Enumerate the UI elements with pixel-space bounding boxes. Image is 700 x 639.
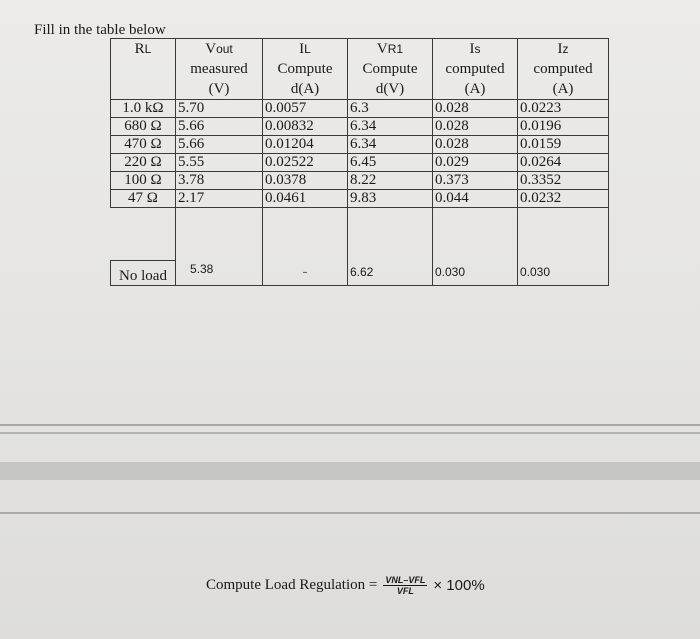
table-spacer-row (111, 208, 609, 261)
cell-rl: 220 Ω (111, 154, 176, 172)
header-il: IL Compute d(A) (263, 39, 348, 100)
cell-rl: 680 Ω (111, 118, 176, 136)
cell-il[interactable]: 0.00832 (263, 118, 348, 136)
table-row (111, 172, 609, 190)
cell-vr1[interactable]: 6.3 (348, 100, 433, 118)
table-row (111, 136, 609, 154)
separator-band (0, 462, 700, 480)
cell-is[interactable]: 0.030 (433, 261, 518, 286)
cell-vr1[interactable]: 6.45 (348, 154, 433, 172)
cell-vr1[interactable]: 6.62 (348, 261, 433, 286)
cell-rl: 47 Ω (111, 190, 176, 208)
cell-vr1[interactable]: 8.22 (348, 172, 433, 190)
cell-vout[interactable]: 5.55 (176, 154, 263, 172)
cell-vout[interactable]: 5.70 (176, 100, 263, 118)
header-is: Is computed (A) (433, 39, 518, 100)
cell-vout[interactable]: 5.66 (176, 118, 263, 136)
table-row-noload (111, 261, 609, 286)
cell-iz[interactable]: 0.0264 (518, 154, 609, 172)
load-regulation-formula (206, 575, 485, 596)
cell-iz[interactable]: 0.030 (518, 261, 609, 286)
cell-is[interactable]: 0.028 (433, 118, 518, 136)
separator-line (0, 512, 700, 514)
cell-rl: 470 Ω (111, 136, 176, 154)
table-header-row (111, 39, 609, 100)
cell-vr1[interactable]: 9.83 (348, 190, 433, 208)
cell-vout[interactable]: 2.17 (176, 190, 263, 208)
cell-rl: No load (111, 261, 176, 286)
header-vr1: VR1 Compute d(V) (348, 39, 433, 100)
cell-is[interactable]: 0.028 (433, 136, 518, 154)
cell-vout[interactable]: 5.38 (176, 261, 263, 286)
formula-numerator: VNL–VFL (385, 575, 426, 585)
cell-il[interactable]: 0.0461 (263, 190, 348, 208)
separator-line (0, 424, 700, 426)
table-row (111, 118, 609, 136)
cell-is[interactable]: 0.373 (433, 172, 518, 190)
cell-vr1[interactable]: 6.34 (348, 118, 433, 136)
cell-il[interactable]: 0.0378 (263, 172, 348, 190)
cell-vout[interactable]: 3.78 (176, 172, 263, 190)
cell-rl: 100 Ω (111, 172, 176, 190)
cell-rl: 1.0 kΩ (111, 100, 176, 118)
cell-il[interactable]: 0.0057 (263, 100, 348, 118)
formula-suffix: × 100% (433, 577, 485, 594)
table-row (111, 100, 609, 118)
cell-vout[interactable]: 5.66 (176, 136, 263, 154)
header-rl: RL (111, 39, 176, 100)
cell-iz[interactable]: 0.3352 (518, 172, 609, 190)
data-table (110, 38, 609, 286)
header-iz: Iz computed (A) (518, 39, 609, 100)
cell-il[interactable]: 0.01204 (263, 136, 348, 154)
cell-iz[interactable]: 0.0159 (518, 136, 609, 154)
cell-is[interactable]: 0.028 (433, 100, 518, 118)
cell-iz[interactable]: 0.0232 (518, 190, 609, 208)
separator-line (0, 432, 700, 434)
formula-label: Compute Load Regulation = (206, 577, 378, 593)
cell-iz[interactable]: 0.0196 (518, 118, 609, 136)
formula-denominator: VFL (396, 586, 414, 596)
table-row (111, 190, 609, 208)
cell-il[interactable]: 0.02522 (263, 154, 348, 172)
cell-is[interactable]: 0.044 (433, 190, 518, 208)
header-vout: Vout measured (V) (176, 39, 263, 100)
cell-is[interactable]: 0.029 (433, 154, 518, 172)
formula-fraction (383, 575, 427, 596)
instruction-text: Fill in the table below (34, 22, 166, 38)
cell-vr1[interactable]: 6.34 (348, 136, 433, 154)
cell-iz[interactable]: 0.0223 (518, 100, 609, 118)
cell-il[interactable]: - (263, 261, 348, 286)
table-row (111, 154, 609, 172)
